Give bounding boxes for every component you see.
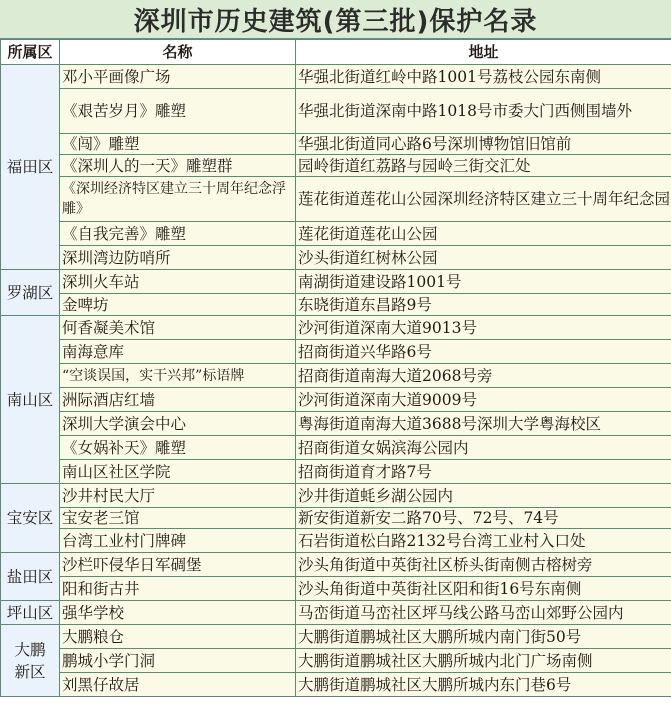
address-cell: 华强北街道深南中路1018号市委大门西侧围墙外 bbox=[296, 89, 671, 134]
building-name-cell: 沙栏吓侵华日军碉堡 bbox=[60, 553, 296, 577]
address-cell: 沙河街道深南大道9009号 bbox=[296, 388, 671, 412]
table-row bbox=[1, 340, 671, 364]
building-name-cell: 沙井村民大厅 bbox=[60, 484, 296, 508]
address-cell: 石岩街道松白路2132号台湾工业村入口处 bbox=[296, 529, 671, 553]
table-row bbox=[1, 246, 671, 270]
district-cell: 大鹏新区 bbox=[1, 625, 60, 697]
address-cell: 大鹏街道鹏城社区大鹏所城内北门广场南侧 bbox=[296, 649, 671, 673]
address-cell: 粤海街道南海大道3688号深圳大学粤海校区 bbox=[296, 412, 671, 436]
address-cell: 沙头角街道中英街社区阳和街16号东南侧 bbox=[296, 577, 671, 601]
building-name-cell: 《深圳经济特区建立三十周年纪念浮雕》 bbox=[60, 177, 296, 222]
table-row bbox=[1, 294, 671, 316]
building-name-cell: 刘黑仔故居 bbox=[60, 673, 296, 697]
table-row bbox=[1, 553, 671, 577]
table-row bbox=[1, 270, 671, 294]
table-body bbox=[1, 65, 671, 697]
address-cell: 沙井街道蚝乡湖公园内 bbox=[296, 484, 671, 508]
table-row bbox=[1, 134, 671, 155]
address-cell: 莲花街道莲花山公园 bbox=[296, 222, 671, 246]
building-name-cell: “空谈误国，实干兴邦”标语牌 bbox=[60, 364, 296, 388]
table-row bbox=[1, 316, 671, 340]
address-column-header: 地址 bbox=[296, 40, 671, 65]
table-row bbox=[1, 577, 671, 601]
table-row bbox=[1, 436, 671, 460]
table-row bbox=[1, 484, 671, 508]
address-cell: 沙河街道深南大道9013号 bbox=[296, 316, 671, 340]
address-cell: 招商街道育才路7号 bbox=[296, 460, 671, 484]
address-cell: 大鹏街道鹏城社区大鹏所城内东门巷6号 bbox=[296, 673, 671, 697]
building-name-cell: 《艰苦岁月》雕塑 bbox=[60, 89, 296, 134]
table-row bbox=[1, 222, 671, 246]
building-name-cell: 洲际酒店红墙 bbox=[60, 388, 296, 412]
table-row bbox=[1, 673, 671, 697]
district-cell: 福田区 bbox=[1, 65, 60, 270]
table-row bbox=[1, 65, 671, 89]
building-name-cell: 《闯》雕塑 bbox=[60, 134, 296, 155]
building-name-cell: 《深圳人的一天》雕塑群 bbox=[60, 155, 296, 177]
address-cell: 大鹏街道鹏城社区大鹏所城内南门街50号 bbox=[296, 625, 671, 649]
district-cell: 南山区 bbox=[1, 316, 60, 484]
building-name-cell: 深圳大学演会中心 bbox=[60, 412, 296, 436]
building-name-cell: 南山区社区学院 bbox=[60, 460, 296, 484]
heritage-table bbox=[0, 39, 671, 697]
building-name-cell: 《自我完善》雕塑 bbox=[60, 222, 296, 246]
building-name-cell: 台湾工业村门牌碑 bbox=[60, 529, 296, 553]
district-cell: 坪山区 bbox=[1, 601, 60, 625]
address-cell: 招商街道女娲滨海公园内 bbox=[296, 436, 671, 460]
district-cell: 罗湖区 bbox=[1, 270, 60, 316]
building-name-cell: 《女娲补天》雕塑 bbox=[60, 436, 296, 460]
address-cell: 马峦街道马峦社区坪马线公路马峦山郊野公园内 bbox=[296, 601, 671, 625]
table-row bbox=[1, 412, 671, 436]
address-cell: 华强北街道红岭中路1001号荔枝公园东南侧 bbox=[296, 65, 671, 89]
table-header-row bbox=[1, 40, 671, 65]
building-name-cell: 何香凝美术馆 bbox=[60, 316, 296, 340]
building-name-cell: 阳和街古井 bbox=[60, 577, 296, 601]
address-cell: 东晓街道东昌路9号 bbox=[296, 294, 671, 316]
table-row bbox=[1, 388, 671, 412]
building-name-cell: 大鹏粮仓 bbox=[60, 625, 296, 649]
district-column-header: 所属区 bbox=[1, 40, 60, 65]
table-row bbox=[1, 460, 671, 484]
address-cell: 新安街道新安二路70号、72号、74号 bbox=[296, 508, 671, 529]
address-cell: 园岭街道红荔路与园岭三街交汇处 bbox=[296, 155, 671, 177]
address-cell: 招商街道南海大道2068号旁 bbox=[296, 364, 671, 388]
page-title: 深圳市历史建筑(第三批)保护名录 bbox=[0, 0, 671, 39]
building-name-cell: 金啤坊 bbox=[60, 294, 296, 316]
building-name-cell: 邓小平画像广场 bbox=[60, 65, 296, 89]
address-cell: 招商街道兴华路6号 bbox=[296, 340, 671, 364]
table-row bbox=[1, 177, 671, 222]
building-name-cell: 南海意库 bbox=[60, 340, 296, 364]
table-row bbox=[1, 155, 671, 177]
building-name-cell: 深圳湾边防哨所 bbox=[60, 246, 296, 270]
building-name-cell: 深圳火车站 bbox=[60, 270, 296, 294]
district-cell: 盐田区 bbox=[1, 553, 60, 601]
table-row bbox=[1, 89, 671, 134]
table-row bbox=[1, 364, 671, 388]
address-cell: 莲花街道莲花山公园深圳经济特区建立三十周年纪念园 bbox=[296, 177, 671, 222]
table-row bbox=[1, 649, 671, 673]
district-cell: 宝安区 bbox=[1, 484, 60, 553]
address-cell: 华强北街道同心路6号深圳博物馆旧馆前 bbox=[296, 134, 671, 155]
table-row bbox=[1, 625, 671, 649]
name-column-header: 名称 bbox=[60, 40, 296, 65]
address-cell: 沙头街道红树林公园 bbox=[296, 246, 671, 270]
building-name-cell: 鹏城小学门洞 bbox=[60, 649, 296, 673]
address-cell: 沙头角街道中英街社区桥头街南侧古榕树旁 bbox=[296, 553, 671, 577]
address-cell: 南湖街道建设路1001号 bbox=[296, 270, 671, 294]
table-row bbox=[1, 601, 671, 625]
building-name-cell: 强华学校 bbox=[60, 601, 296, 625]
table-row bbox=[1, 529, 671, 553]
building-name-cell: 宝安老三馆 bbox=[60, 508, 296, 529]
table-row bbox=[1, 508, 671, 529]
